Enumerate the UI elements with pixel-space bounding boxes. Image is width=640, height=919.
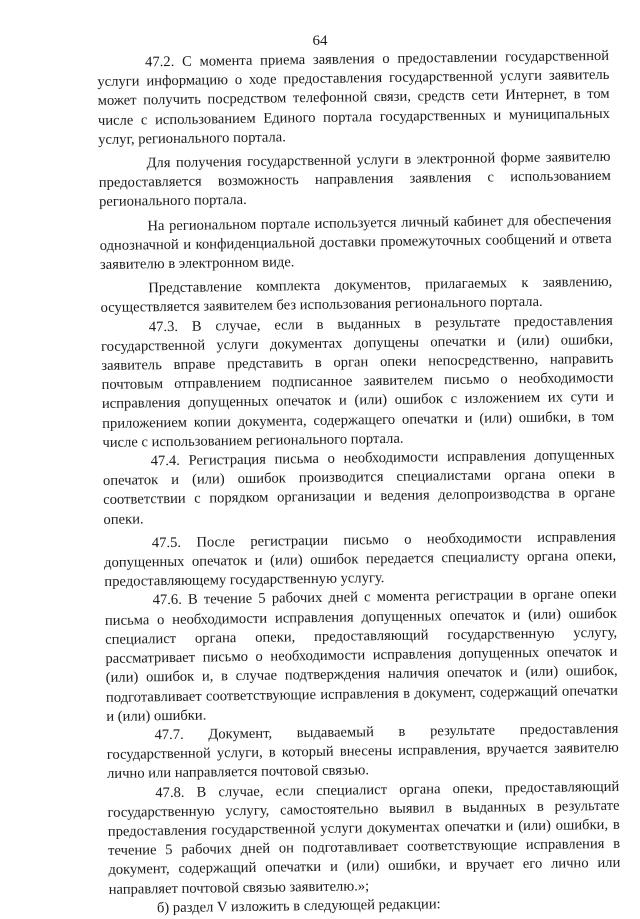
paragraph-47-3: 47.3. В случае, если в выданных в результате предоставления государственной услуги документах допущены опечатки и (или) ошибки, заявитель вправе представить в орган опеки непосредственно, направить почтовым отправлением подписанное заявителем письмо о необходимости исправления допущенных опечаток и (или) ошибок с изложением их сути и приложением копии документа, содержащего опечатки и (или) ошибки, в том числе с использованием регионального портала. bbox=[100, 312, 615, 451]
paragraph-electronic-form: Для получения государственной услуги в электронной форме заявителю предоставляется возможность направления заявления с использованием регионального портала. bbox=[98, 148, 611, 211]
paragraph-47-5: 47.5. После регистрации письмо о необходимости исправления допущенных опечаток и (или) ошибок передается специалисту органа опеки, предоставляющему государственную услугу. bbox=[103, 528, 617, 591]
paragraph-47-4: 47.4. Регистрация письма о необходимости исправления допущенных опечаток и (или) ошибок производится специалистами органа опеки в соответствии с порядком организации и ведения делопроизводства в органе опеки. bbox=[102, 446, 616, 528]
paragraph-47-7: 47.7. Документ, выдаваемый в результате предоставления государственной услуги, в который внесены исправления, вручается заявителю лично или направляется почтовой связью. bbox=[106, 720, 619, 783]
paragraph-47-8: 47.8. В случае, если специалист органа опеки, предоставляющий государственную услугу, самостоятельно выявил в выданных в результате предоставления государственной услуги документах опечатки и (или) ошибки, в течение 5 рабочих дней он подготавливает соответствующие исправления в документ, содержащий опечатки и (или) ошибки, и вручает его лично или направляет почтовой связью заявителю.»; bbox=[107, 778, 621, 898]
paragraph-section-v: б) раздел V изложить в следующей редакции: bbox=[156, 896, 441, 916]
paragraph-documents-set: Представление комплекта документов, прилагаемых к заявлению, осуществляется заявителем без использования регионального портала. bbox=[100, 274, 613, 317]
page-number: 64 bbox=[312, 33, 328, 49]
paragraph-47-2: 47.2. С момента приема заявления о предоставлении государственной услуги информацию о ходе предоставления государственной услуги заявитель может получить посредством телефонной связи, средств сети Интернет, в том числе с использованием Единого портала государственных и муниципальных услуг, регионального портала. bbox=[97, 47, 610, 148]
paragraph-personal-account: На региональном портале используется личный кабинет для обеспечения однозначной и конфиденциальной доставки промежуточных сообщений и ответа заявителю в электронном виде. bbox=[99, 211, 612, 274]
paragraph-47-6: 47.6. В течение 5 рабочих дней с момента регистрации в органе опеки письма о необходимости исправления допущенных опечаток и (или) ошибок специалист органа опеки, предоставляющий государственную услугу, рассматривает письмо о необходимости исправления допущенных опечаток и (или) ошибок и, в случае подтверждения наличия опечаток и (или) ошибок, подготавливает соответствующие исправления в документ, содержащий опечатки и (или) ошибки. bbox=[104, 586, 619, 725]
document-body bbox=[97, 47, 621, 919]
